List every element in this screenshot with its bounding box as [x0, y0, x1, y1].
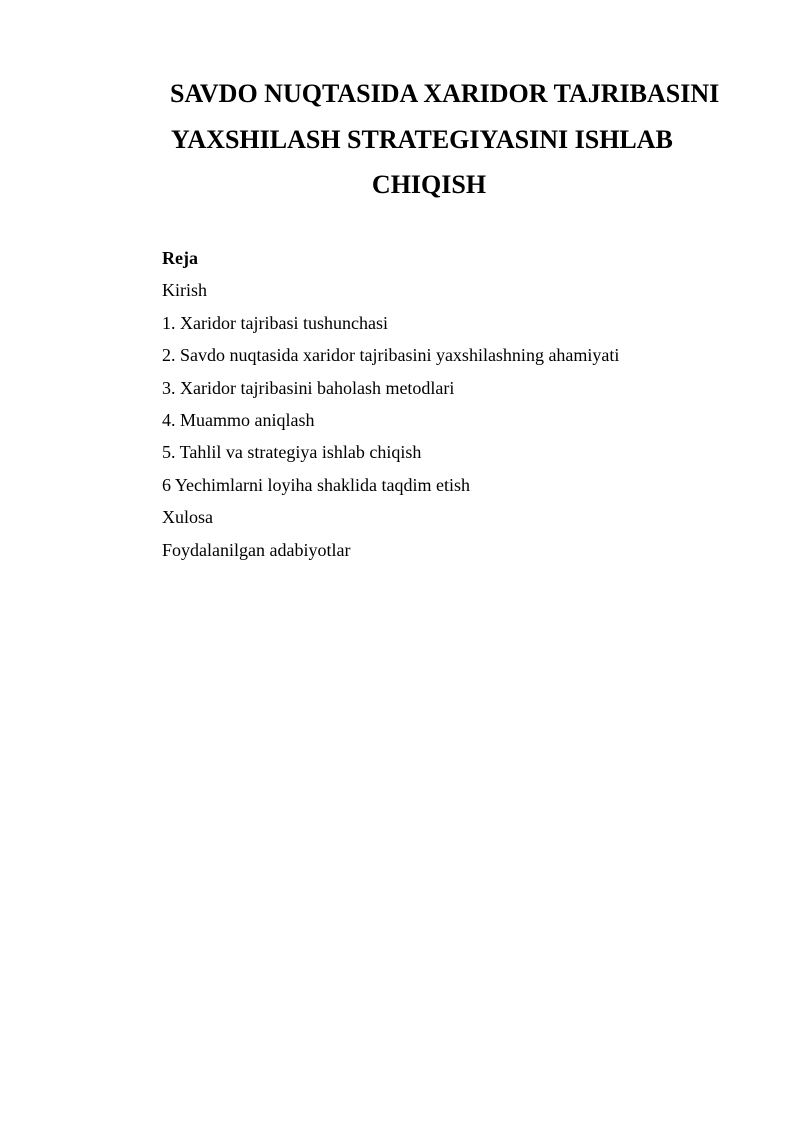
toc-item-adabiyotlar: Foydalanilgan adabiyotlar: [162, 539, 351, 560]
document-title-line-1: SAVDO NUQTASIDA XARIDOR TAJRIBASINI: [170, 79, 720, 108]
toc-item-xulosa: Xulosa: [162, 507, 213, 528]
toc-item-2: 2. Savdo nuqtasida xaridor tajribasini yaxshilashning ahamiyati: [162, 345, 620, 366]
document-title-line-2: YAXSHILASH STRATEGIYASINI ISHLAB: [171, 125, 673, 154]
table-of-contents: [162, 247, 619, 571]
toc-heading: Reja: [162, 248, 198, 268]
toc-item-4: 4. Muammo aniqlash: [162, 409, 315, 430]
toc-item-5: 5. Tahlil va strategiya ishlab chiqish: [162, 442, 422, 463]
toc-item-6: 6 Yechimlarni loyiha shaklida taqdim etish: [162, 474, 470, 495]
toc-item-3: 3. Xaridor tajribasini baholash metodlari: [162, 377, 455, 398]
toc-item-kirish: Kirish: [162, 280, 207, 301]
document-title-line-3: CHIQISH: [371, 170, 487, 199]
toc-item-1: 1. Xaridor tajribasi tushunchasi: [162, 312, 388, 333]
